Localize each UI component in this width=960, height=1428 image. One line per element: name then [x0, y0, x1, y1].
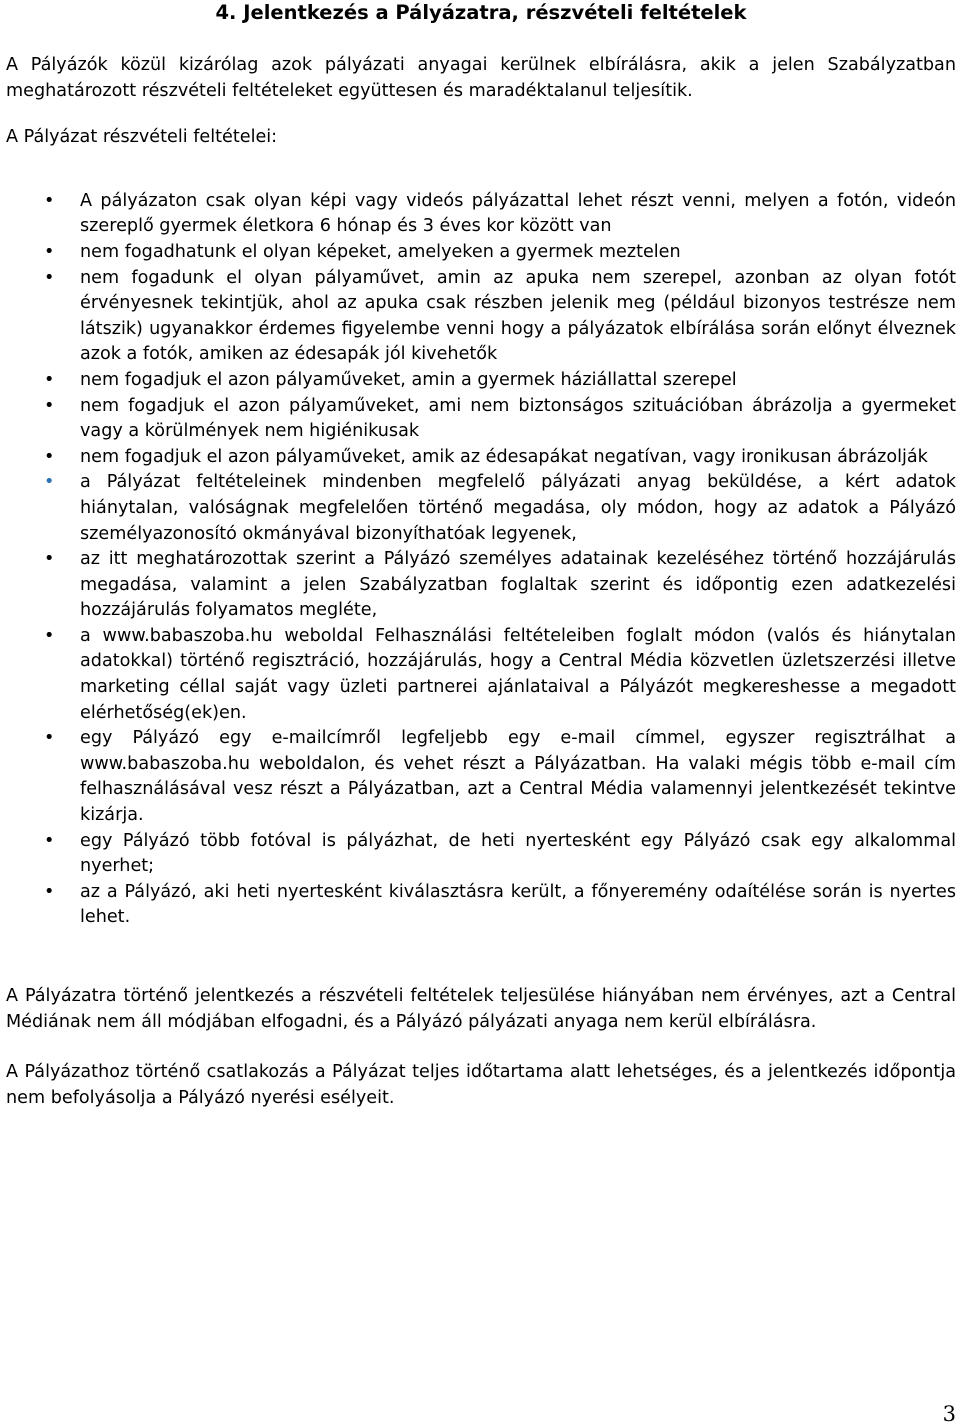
bullet-icon: • — [44, 267, 55, 288]
bullet-icon: • — [44, 881, 55, 902]
list-item — [6, 726, 956, 828]
document-page — [6, 0, 956, 1111]
list-item — [6, 394, 956, 445]
page-number: 3 — [942, 1402, 956, 1426]
bullet-icon: • — [44, 728, 55, 749]
list-item-text: egy Pályázó több fotóval is pályázhat, de heti nyertesként egy Pályázó csak egy alkalommal nyerhet; — [80, 830, 956, 877]
bullet-icon: • — [44, 472, 55, 493]
conditions-list — [6, 189, 956, 931]
list-item-text: nem fogadjuk el azon pályaműveket, ami nem biztonságos szituációban ábrázolja a gyermeket vagy a körülmények nem higiénikusak — [80, 395, 956, 442]
list-item-text: az itt meghatározottak szerint a Pályázó személyes adatainak kezeléséhez történő hozzájárulás megadása, valamint a jelen Szabályzatban foglaltak szerint és időpontig ezen adatkezelési hozzájárulás folyamatos megléte, — [80, 549, 956, 621]
bullet-icon: • — [44, 395, 55, 416]
validity-paragraph: A Pályázatra történő jelentkezés a részvételi feltételek teljesülése hiányában nem érvényes, azt a Central Médiának nem áll módjában elfogadni, és a Pályázó pályázati anyaga nem kerül elbírálásra. — [6, 986, 956, 1032]
list-item — [6, 445, 956, 471]
list-item — [6, 189, 956, 240]
conditions-lead: A Pályázat részvételi feltételei: — [6, 127, 278, 148]
list-item — [6, 266, 956, 368]
list-item — [6, 624, 956, 726]
list-item-text: nem fogadjuk el azon pályaműveket, amin a gyermek háziállattal szerepel — [80, 369, 737, 390]
list-item-text: nem fogadunk el olyan pályaművet, amin az apuka nem szerepel, azonban az olyan fotót érvényesnek tekintjük, ahol az apuka csak részben jelenik meg (például bizonyos testrésze nem látszik) ugyanakkor érdemes figyelembe venni hogy a pályázatok elbírálása során előnyt élveznek azok a fotók, amiken az édesapák jól kivehetők — [80, 267, 956, 365]
list-item-text: a www.babaszoba.hu weboldal Felhasználási feltételeiben foglalt módon (valós és hiánytalan adatokkal) történő regisztráció, hozzájárulás, hogy a Central Média közvetlen üzletszerzési illetve marketing céllal saját vagy üzleti partnerei ajánlataival a Pályázót megkereshesse a megadott elérhetőség(ek)en. — [80, 625, 956, 723]
list-item — [6, 470, 956, 547]
intro-paragraph: A Pályázók közül kizárólag azok pályázati anyagai kerülnek elbírálásra, akik a jelen Szabályzatban meghatározott részvételi feltételeket együttesen és maradéktalanul teljesítik. — [6, 55, 956, 101]
section-heading: 4. Jelentkezés a Pályázatra, részvételi feltételek — [215, 1, 747, 24]
list-item-text: az a Pályázó, aki heti nyertesként kiválasztásra került, a főnyeremény odaítélése során is nyertes lehet. — [80, 881, 956, 928]
list-item — [6, 368, 956, 394]
timing-paragraph: A Pályázathoz történő csatlakozás a Pályázat teljes időtartama alatt lehetséges, és a jelentkezés időpontja nem befolyásolja a Pályázó nyerési esélyeit. — [6, 1062, 956, 1108]
list-item — [6, 880, 956, 931]
bullet-icon: • — [44, 625, 55, 646]
list-item — [6, 829, 956, 880]
list-item-text: nem fogadhatunk el olyan képeket, amelyeken a gyermek meztelen — [80, 241, 681, 262]
bullet-icon: • — [44, 241, 55, 262]
bullet-icon: • — [44, 190, 55, 211]
bullet-icon: • — [44, 446, 55, 467]
list-item-text: a Pályázat feltételeinek mindenben megfelelő pályázati anyag beküldése, a kért adatok hiánytalan, valóságnak megfelelően történő megadása, oly módon, hogy az adatok a Pályázó személyazonosító okmányával bizonyíthatóak legyenek, — [80, 472, 956, 544]
list-item-text: A pályázaton csak olyan képi vagy videós pályázattal lehet részt venni, melyen a fotón, videón szereplő gyermek életkora 6 hónap és 3 éves kor között van — [80, 190, 956, 237]
bullet-icon: • — [44, 830, 55, 851]
list-item — [6, 240, 956, 266]
bullet-icon: • — [44, 549, 55, 570]
list-item — [6, 547, 956, 624]
list-item-text: nem fogadjuk el azon pályaműveket, amik az édesapákat negatívan, vagy ironikusan ábrázolják — [80, 446, 928, 467]
bullet-icon: • — [44, 369, 55, 390]
list-item-text: egy Pályázó egy e-mailcímről legfeljebb egy e-mail címmel, egyszer regisztrálhat a www.babaszoba.hu weboldalon, és vehet részt a Pályázatban. Ha valaki mégis több e-mail cím felhasználásával vesz részt a Pályázatban, azt a Central Média valamennyi jelentkezését tekintve kizárja. — [80, 728, 956, 826]
